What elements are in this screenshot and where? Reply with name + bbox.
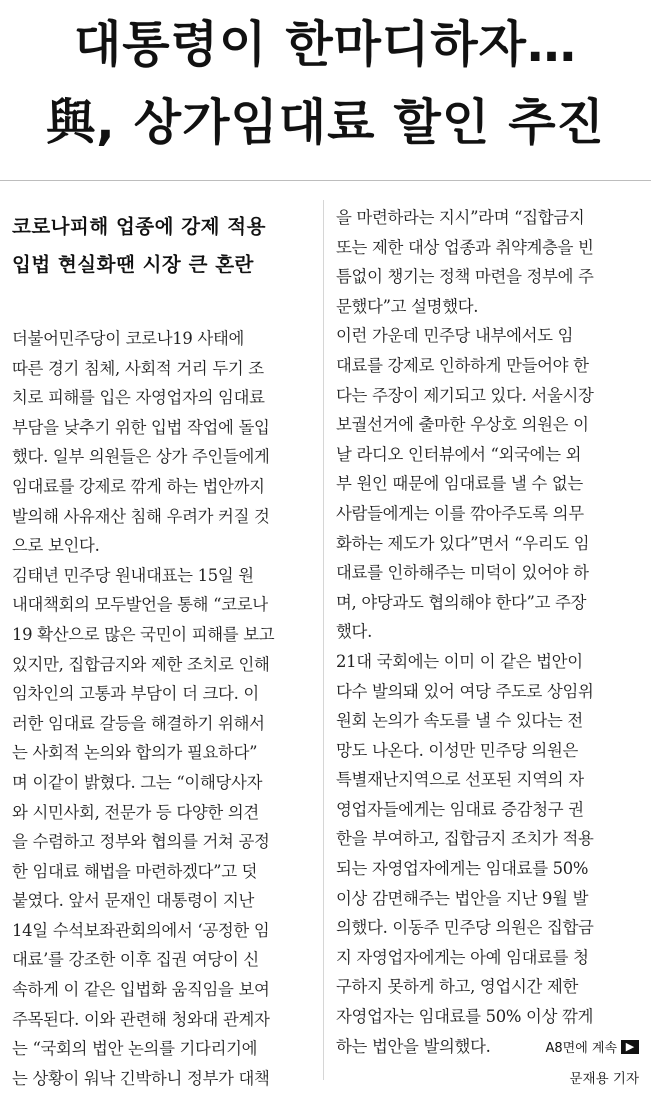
right-column-body (336, 203, 639, 1061)
body-text-line: 으로 보인다. (12, 536, 100, 556)
left-column-body (12, 324, 315, 1093)
continuation-label: A8면에 계속 (545, 1041, 617, 1057)
body-text-line: 김태년 민주당 원내대표는 15일 원 (12, 565, 254, 585)
body-text-line: 화하는 제도가 있다”면서 “우리도 임 (336, 533, 590, 553)
body-text-line: 는 사회적 논의와 합의가 필요하다” (12, 743, 258, 763)
body-text-line: 치로 피해를 입은 자영업자의 임대료 (12, 388, 265, 408)
right-column (336, 203, 639, 1087)
body-text-line: 특별재난지역으로 선포된 지역의 자 (336, 770, 584, 790)
body-text-line: 러한 임대료 갈등을 해결하기 위해서 (12, 713, 265, 733)
body-text-line: 는 “국회의 법안 논의를 기다리기에 (12, 1039, 258, 1059)
arrow-right-icon: ▶ (621, 1040, 639, 1054)
body-text-line: 임차인의 고통과 부담이 더 크다. 이 (12, 684, 259, 704)
body-text-line: 부담을 낮추기 위한 입법 작업에 돌입 (12, 417, 270, 437)
body-text-line: 내대책회의 모두발언을 통해 “코로나 (12, 595, 268, 615)
body-text-line: 한 임대료 해법을 마련하겠다”고 덧 (12, 861, 258, 881)
byline: 문재용 기자 (569, 1071, 639, 1088)
body-text-line: 하는 법안을 발의했다. (336, 1036, 491, 1056)
body-text-line: 다수 발의돼 있어 여당 주도로 상임위 (336, 681, 594, 701)
body-text-line: 을 마련하라는 지시”라며 “집합금지 (336, 208, 585, 227)
body-text-line: 주목된다. 이와 관련해 청와대 관계자 (12, 1009, 270, 1029)
body-text-line: 며 이같이 밝혔다. 그는 “이해당사자 (12, 772, 263, 792)
body-text-line: 21대 국회에는 이미 이 같은 법안이 (336, 651, 583, 671)
body-text-line: 영업자들에게는 임대료 증감청구 권 (336, 799, 584, 819)
headline-line-2: 與, 상가임대료 할인 추진 (46, 94, 605, 151)
body-text-line: 의했다. 이동주 민주당 의원은 집합금 (336, 918, 594, 938)
body-text-line: 발의해 사유재산 침해 우려가 커질 것 (12, 506, 270, 526)
body-text-line: 이런 가운데 민주당 내부에서도 임 (336, 326, 574, 346)
body-text-line: 날 라디오 인터뷰에서 “외국에는 외 (336, 444, 582, 464)
body-text-line: 한을 부여하고, 집합금지 조치가 적용 (336, 829, 594, 849)
subheadline-line-2: 입법 현실화땐 시장 큰 혼란 (12, 253, 254, 276)
body-text-line: 보궐선거에 출마한 우상호 의원은 이 (336, 415, 589, 435)
body-text-line: 또는 제한 대상 업종과 취약계층을 빈 (336, 237, 594, 257)
body-text-line: 자영업자는 임대료를 50% 이상 깎게 (336, 1007, 594, 1027)
body-text-line: 구하지 못하게 하고, 영업시간 제한 (336, 977, 579, 997)
body-text-line: 문했다”고 설명했다. (336, 296, 479, 316)
body-text-line: 대료를 강제로 인하하게 만들어야 한 (336, 355, 589, 375)
body-text-line: 붙였다. 앞서 문재인 대통령이 지난 (12, 891, 255, 911)
body-text-line: 있지만, 집합금지와 제한 조치로 인해 (12, 654, 270, 674)
body-text-line: 다는 주장이 제기되고 있다. 서울시장 (336, 385, 594, 405)
headline (0, 6, 651, 162)
body-text-line: 되는 자영업자에게는 임대료를 50% (336, 859, 589, 879)
subheadline-line-1: 코로나피해 업종에 강제 적용 (12, 215, 266, 238)
column-divider (323, 200, 324, 1080)
left-column (12, 203, 315, 1093)
body-text-line: 속하게 이 같은 입법화 움직임을 보여 (12, 980, 270, 1000)
body-text-line: 지 자영업자에게는 아예 임대료를 청 (336, 947, 589, 967)
headline-line-1: 대통령이 한마디하자… (73, 16, 578, 73)
body-text-line: 대료’를 강조한 이후 집권 여당이 신 (12, 950, 259, 970)
body-text-line: 대료를 인하해주는 미덕이 있어야 하 (336, 563, 589, 583)
body-text-line: 는 상황이 워낙 긴박하니 정부가 대책 (12, 1068, 270, 1088)
body-text-line: 망도 나온다. 이성만 민주당 의원은 (336, 740, 579, 760)
body-text-line: 이상 감면해주는 법안을 지난 9월 발 (336, 888, 589, 908)
body-text-line: 며, 야당과도 협의해야 한다”고 주장 (336, 592, 587, 612)
body-text-line: 와 시민사회, 전문가 등 다양한 의견 (12, 802, 259, 822)
body-text-line: 더불어민주당이 코로나19 사태에 (12, 329, 245, 348)
body-text-line: 따른 경기 침체, 사회적 거리 두기 조 (12, 358, 264, 378)
body-text-line: 부 원인 때문에 임대료를 낼 수 없는 (336, 474, 583, 494)
body-text-line: 14일 수석보좌관회의에서 ‘공정한 임 (12, 920, 270, 940)
body-text-line: 했다. (336, 622, 372, 642)
body-text-line: 임대료를 강제로 깎게 하는 법안까지 (12, 476, 265, 496)
subheadline (12, 208, 315, 284)
body-text-line: 틈없이 챙기는 정책 마련을 정부에 주 (336, 267, 594, 287)
body-text-line: 을 수렴하고 정부와 협의를 거쳐 공정 (12, 832, 270, 852)
body-text-line: 했다. 일부 의원들은 상가 주인들에게 (12, 447, 270, 467)
body-text-line: 사람들에게는 이를 깎아주도록 의무 (336, 503, 584, 523)
body-text-line: 원회 논의가 속도를 낼 수 있다는 전 (336, 711, 583, 731)
headline-divider (0, 180, 651, 181)
body-text-line: 19 확산으로 많은 국민이 피해를 보고 (12, 624, 275, 644)
